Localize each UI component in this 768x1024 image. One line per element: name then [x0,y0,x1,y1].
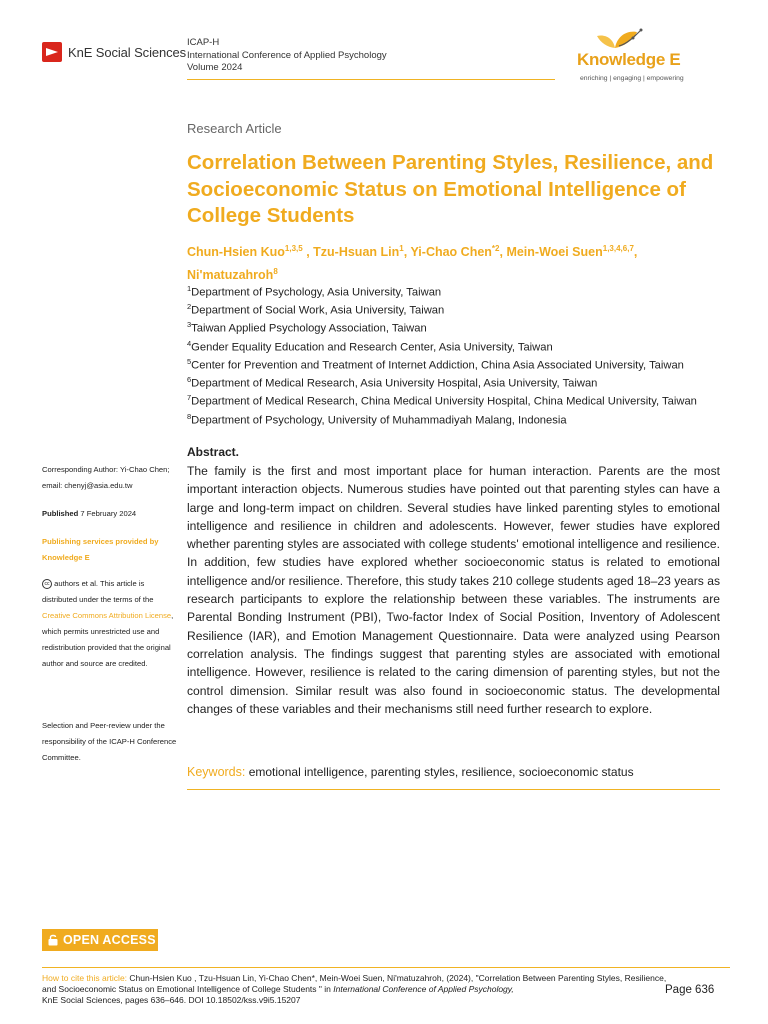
affiliation-list [187,282,722,428]
abstract-heading: Abstract. [187,445,240,459]
author-affiliation-ref: 1,3,4,6,7 [602,244,634,253]
affiliation-number: 5 [187,356,192,366]
affiliation-item [187,410,722,428]
open-access-badge [42,929,158,951]
kne-logo [42,42,186,62]
author-affiliation-ref: *2 [491,244,500,253]
affiliation-text: Gender Equality Education and Research Center, Asia University, Taiwan [191,341,553,354]
author-separator: , [302,245,314,260]
author-list [187,239,727,285]
affiliation-item [187,282,722,300]
cite-tail: KnE Social Sciences, pages 636–646. DOI 10.18502/kss.v9i5.15207 [42,995,301,1005]
keywords-text: emotional intelligence, parenting styles, resilience, socioeconomic status [248,765,634,779]
affiliation-number: 2 [187,302,192,312]
license-notice [42,576,177,672]
license-link[interactable]: Creative Commons Attribution License [42,611,172,620]
affiliation-text: Department of Psychology, Asia University, Taiwan [191,286,442,299]
open-access-label: OPEN ACCESS [63,933,156,947]
author-name: Yi-Chao Chen [410,245,492,260]
volume: Volume 2024 [187,62,243,73]
cite-text: Chun-Hsien Kuo , Tzu-Hsuan Lin, Yi-Chao Chen*, Mein-Woei Suen, Ni'matuzahroh, (2024), "Correlation Between Parenting Styles, Resilience, and Socioeconomic Status on Emotional Intelligence of College Students " in [42,973,667,994]
abstract-text: The family is the first and most important place for human interaction. Parents are the most important interaction objects. Numerous studies have pointed out that parenting styles can have a large and long-term impact on children. Several studies have linked parenting styles to emotional intelligence and resilience in children and adolescents. However, fewer studies have explored whether parenting styles are associated with college students' emotional intelligence and resilience. In addition, few studies have explored whether socioeconomic status is related to emotional intelligence and/or resilience. Therefore, this study takes 210 college students aged 18–23 years as research participants to explore the relationship between these variables. The instruments are Parental Bonding Instrument (PBI), Two-factor Index of Social Position, Inventory of Adolescent Resilience (IAR), and Emotion Management Questionnaire. Data were analyzed using Pearson correlation analysis. The findings suggest that parenting styles are associated with emotional intelligence. However, resilience is related to the caring dimension of parenting styles, but not the control dimension. Similar result was also found in socioeconomic status. The developmental changes of these variables and their mechanisms still need further research to explore. [187,464,720,716]
citation [42,973,682,1006]
corresponding-author: Corresponding Author: Yi-Chao Chen; email: chenyj@asia.edu.tw [42,465,170,490]
author-separator: , [403,245,411,260]
affiliation-item [187,300,722,318]
keywords-divider [187,789,720,790]
lock-icon [48,934,58,946]
keywords [187,765,634,779]
copyright-icon: cc [42,579,52,589]
affiliation-item [187,373,722,391]
author-separator: , [499,245,507,260]
cite-label: How to cite this article: [42,973,128,983]
conference-code: ICAP-H [187,37,220,48]
author-affiliation-ref: 8 [273,267,278,277]
published-label: Published [42,509,79,518]
author-name: Chun-Hsien Kuo [187,245,285,260]
affiliation-text: Center for Prevention and Treatment of Internet Addiction, China Asia Associated University, Taiwan [191,359,684,372]
affiliation-item [187,355,722,373]
affiliation-number: 4 [187,338,192,348]
author-name: Tzu-Hsuan Lin [313,245,400,260]
author-separator: , [633,245,638,260]
affiliation-text: Department of Medical Research, China Medical University Hospital, China Medical University, Taiwan [191,396,697,409]
brand-tagline: enriching | engaging | empowering [580,75,684,82]
footer-divider [42,967,730,968]
affiliation-item [187,391,722,409]
affiliation-item [187,318,722,336]
affiliation-text: Department of Social Work, Asia University, Taiwan [191,304,445,317]
affiliation-number: 1 [187,284,192,293]
published-value: 7 February 2024 [80,509,137,518]
peer-review-note: Selection and Peer-review under the responsibility of the ICAP-H Conference Committee. [42,721,177,762]
affiliation-text: Taiwan Applied Psychology Association, Taiwan [191,323,427,336]
published-date [42,506,177,522]
conference-name: International Conference of Applied Psychology [187,49,387,61]
brand-name: Knowledge E [577,50,681,69]
affiliation-number: 6 [187,375,192,385]
article-title: Correlation Between Parenting Styles, Resilience, and Socioeconomic Status on Emotional Intelligence of College Students [187,151,714,227]
publisher-name: KnE Social Sciences [68,44,187,60]
affiliation-number: 3 [187,320,192,330]
author-affiliation-ref: 1,3,5 [284,244,303,253]
keywords-label: Keywords: [187,765,246,779]
affiliation-number: 8 [187,411,192,421]
license-suffix: , which permits unrestricted use and redistribution provided that the original author and source are credited. [42,611,174,668]
publishing-services: Publishing services provided by Knowledge E [42,537,159,562]
affiliation-text: Department of Psychology, University of Muhammadiyah Malang, Indonesia [191,414,567,427]
author-affiliation-ref: 1 [399,244,404,253]
author-name: Mein-Woei Suen [506,245,603,260]
conference-info [187,37,387,75]
affiliation-text: Department of Medical Research, Asia University Hospital, Asia University, Taiwan [191,377,598,390]
license-prefix: authors et al. This article is distributed under the terms of the [42,579,154,604]
author-name: Ni'matuzahroh [187,268,274,283]
article-type: Research Article [187,121,282,136]
cite-journal: International Conference of Applied Psychology, [333,984,514,994]
page-number: Page 636 [665,984,715,996]
affiliation-number: 7 [187,393,192,403]
affiliation-item [187,337,722,355]
header-divider [187,79,555,80]
kne-logo-icon [42,42,62,62]
